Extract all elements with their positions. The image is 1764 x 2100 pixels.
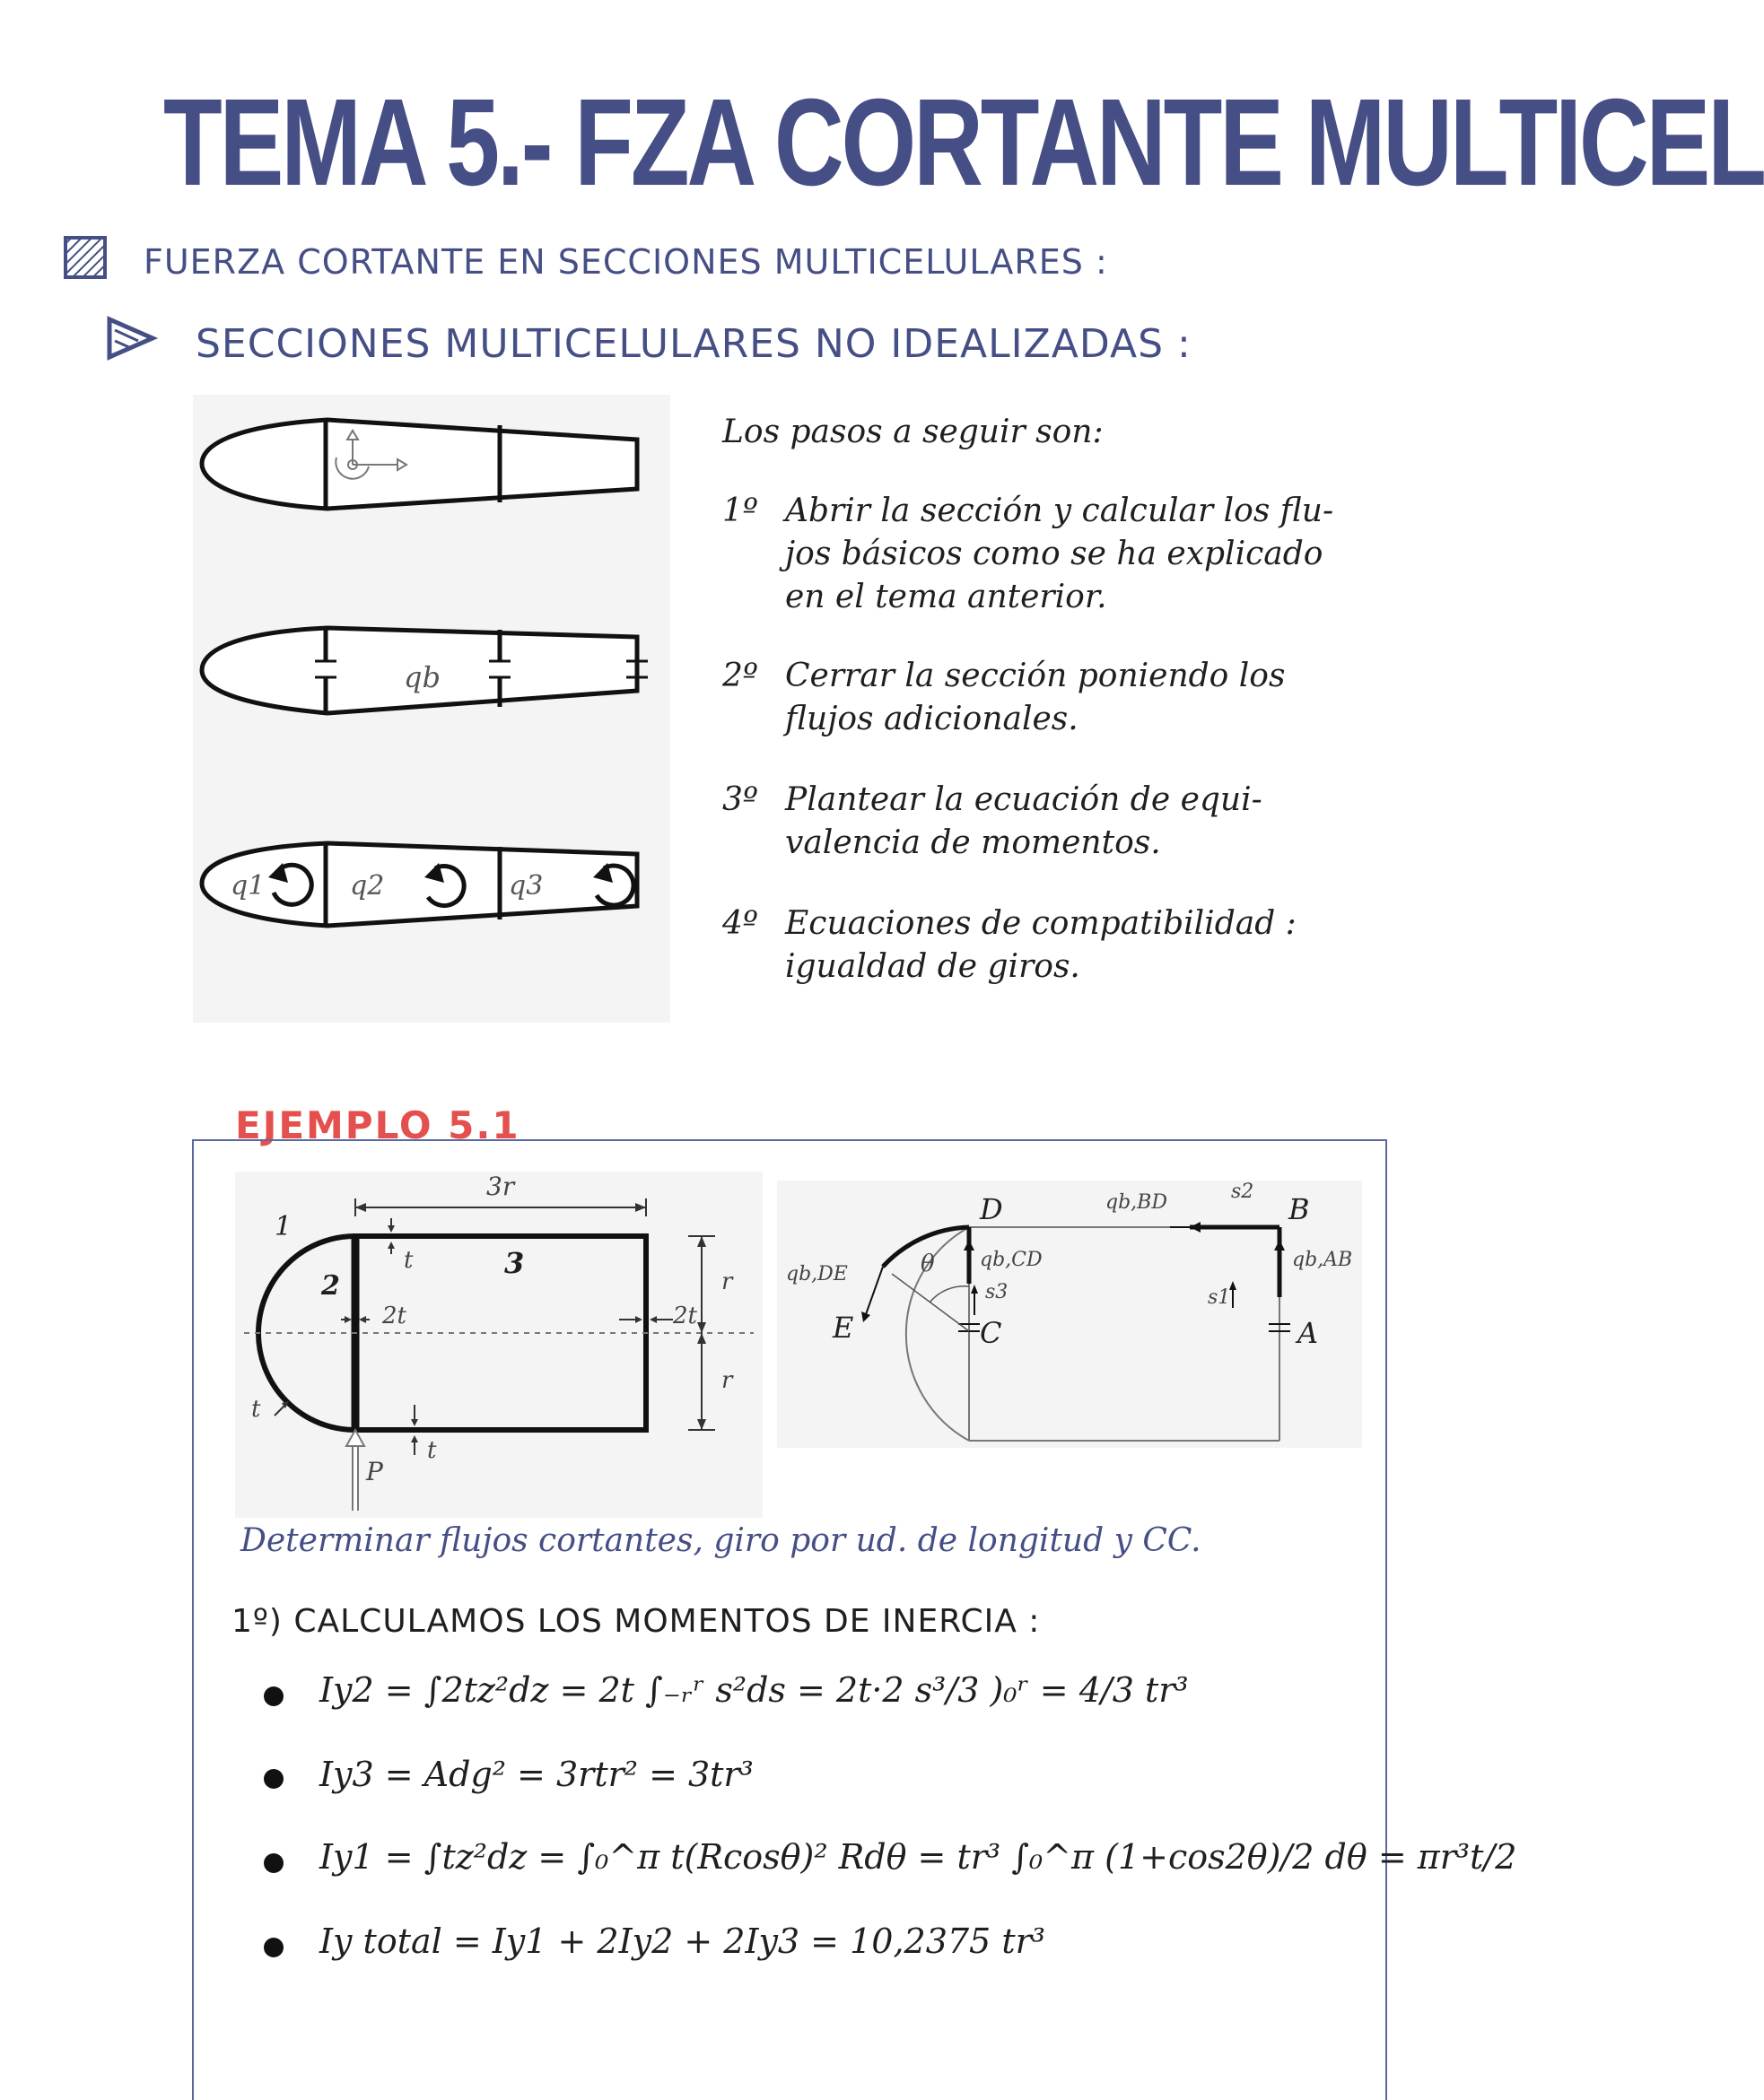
bullet-icon [264, 1853, 284, 1873]
label-s2: s2 [1231, 1181, 1254, 1203]
step-line: Abrir la sección y calcular los flu- [785, 492, 1334, 529]
equation-iy1: Iy1 = ∫tz²dz = ∫₀^π t(Rcosθ)² Rdθ = tr³ ∫₀^π (1+cos2θ)/2 dθ = πr³t/2 [319, 1837, 1517, 1877]
step-number: 3º [722, 781, 758, 818]
page-title: TEMA 5.- FZA CORTANTE MULTICEL [162, 74, 1764, 212]
dim-2t-right: 2t [673, 1303, 697, 1329]
step-number: 1º [722, 492, 758, 529]
label-s3: s3 [985, 1281, 1009, 1303]
step-number: 4º [722, 905, 758, 942]
label-2: 2 [321, 1270, 340, 1302]
step-line: valencia de momentos. [785, 824, 1161, 861]
section-heading: FUERZA CORTANTE EN SECCIONES MULTICELULARES : [144, 242, 1108, 282]
equation-iy2: Iy2 = ∫2tz²dz = 2t ∫₋ᵣʳ s²ds = 2t·2 s³/3 )₀ʳ = 4/3 tr³ [319, 1670, 1189, 1710]
step1-heading: 1º) CALCULAMOS LOS MOMENTOS DE INERCIA : [231, 1603, 1041, 1640]
point-a: A [1297, 1316, 1319, 1350]
example-statement: Determinar flujos cortantes, giro por ud. de longitud y CC. [240, 1522, 1201, 1559]
label-qb: qb [404, 660, 441, 694]
dim-r-bottom: r [721, 1367, 733, 1394]
dim-r-top: r [721, 1268, 733, 1295]
label-theta: θ [921, 1250, 935, 1277]
label-qb-de: qb,DE [786, 1263, 848, 1285]
step-line: Ecuaciones de compatibilidad : [785, 905, 1297, 942]
point-b: B [1288, 1192, 1310, 1226]
dim-t-arc: t [251, 1396, 261, 1423]
label-qb-ab: qb,AB [1292, 1249, 1353, 1271]
step-line: Plantear la ecuación de equi- [785, 781, 1262, 818]
step-line: igualdad de giros. [785, 948, 1080, 985]
dim-t-top: t [404, 1247, 414, 1274]
point-d: D [980, 1192, 1003, 1226]
equation-iy3: Iy3 = Adg² = 3rtr² = 3tr³ [319, 1755, 754, 1794]
multicell-figure [193, 395, 670, 1023]
step-line: en el tema anterior. [785, 579, 1107, 615]
label-1: 1 [275, 1211, 293, 1242]
section-subheading: SECCIONES MULTICELULARES NO IDEALIZADAS : [196, 321, 1192, 367]
equation-iy-total: Iy total = Iy1 + 2Iy2 + 2Iy3 = 10,2375 tr³ [319, 1921, 1045, 1961]
label-3: 3 [504, 1246, 525, 1280]
label-q2: q2 [350, 870, 385, 902]
example-flow-figure [777, 1181, 1362, 1448]
steps-intro: Los pasos a seguir son: [722, 414, 1104, 450]
label-q3: q3 [509, 870, 544, 902]
step-number: 2º [722, 658, 758, 694]
point-e: E [833, 1311, 854, 1345]
hatched-square-icon [63, 235, 108, 280]
step-line: flujos adicionales. [785, 701, 1078, 737]
dim-t-bottom: t [427, 1437, 437, 1464]
step-line: jos básicos como se ha explicado [785, 536, 1323, 572]
example-title: EJEMPLO 5.1 [235, 1103, 520, 1147]
bullet-icon [264, 1938, 284, 1957]
load-p: P [366, 1457, 383, 1486]
label-qb-cd: qb,CD [980, 1249, 1043, 1271]
dim-2t-left: 2t [382, 1303, 406, 1329]
label-q1: q1 [231, 870, 266, 902]
label-qb-bd: qb,BD [1105, 1191, 1167, 1214]
dim-3r: 3r [486, 1172, 515, 1201]
label-s1: s1 [1208, 1286, 1231, 1309]
step-line: Cerrar la sección poniendo los [785, 658, 1286, 694]
example-section-figure [235, 1172, 763, 1518]
bullet-icon [264, 1769, 284, 1789]
point-c: C [980, 1316, 1002, 1350]
bullet-icon [264, 1686, 284, 1706]
triangle-arrow-icon [106, 316, 156, 361]
